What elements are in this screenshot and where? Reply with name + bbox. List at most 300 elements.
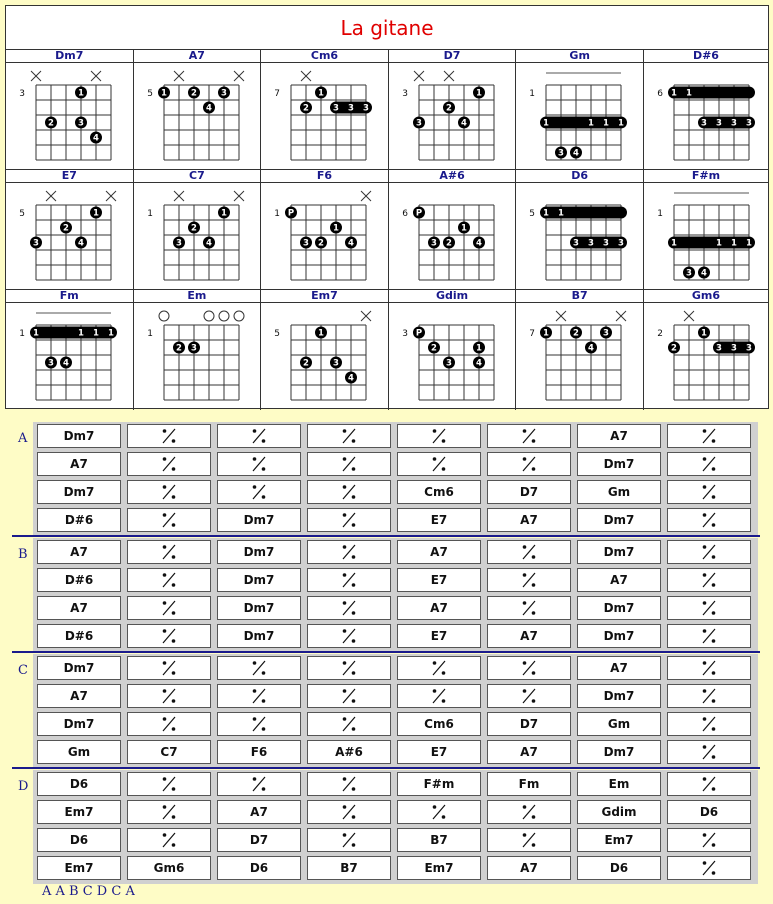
repeat-icon [249,658,269,678]
finger-number: 2 [318,238,325,249]
repeat-bar [127,828,211,852]
barre [540,117,627,129]
finger-number: 3 [603,238,610,249]
section-divider [12,767,760,769]
repeat-bar [397,800,481,824]
chord-bar: Gm [37,740,121,764]
finger-number: 2 [48,118,54,129]
chord-bar: Dm7 [37,424,121,448]
finger-number: 3 [603,328,610,339]
repeat-bar [127,480,211,504]
repeat-bar [397,684,481,708]
chord-cell [644,290,768,410]
repeat-icon [249,714,269,734]
section-divider [12,535,760,537]
chord-diagram [134,303,258,407]
repeat-bar [487,424,571,448]
repeat-bar [667,624,751,648]
chord-bar: A7 [487,508,571,532]
chord-diagram [261,63,385,167]
chord-bar: D6 [37,828,121,852]
repeat-icon [699,454,719,474]
chord-name: C7 [134,170,261,183]
fret-number: 7 [529,329,536,339]
finger-number: 3 [716,118,722,129]
repeat-bar [667,772,751,796]
chord-bar: Em7 [577,828,661,852]
finger-number: 4 [348,238,355,249]
repeat-bar [307,568,391,592]
chord-diagram [389,63,513,167]
finger-number: 4 [573,148,580,159]
repeat-bar [667,568,751,592]
chord-bar: Dm7 [577,540,661,564]
finger-number: 1 [716,238,722,249]
chord-name: A7 [134,50,261,63]
repeat-icon [699,510,719,530]
finger-number: 1 [460,223,467,234]
repeat-icon [339,482,359,502]
repeat-icon [519,658,539,678]
finger-number: 3 [78,118,84,129]
repeat-bar [127,452,211,476]
repeat-icon [339,542,359,562]
repeat-icon [159,774,179,794]
repeat-icon [339,686,359,706]
chord-cell [134,50,262,169]
repeat-icon [699,686,719,706]
barre [668,237,755,249]
muted-string-marker [234,191,244,201]
repeat-bar [667,452,751,476]
finger-number: 2 [430,343,437,354]
title-row [6,6,768,50]
section-label: B [18,547,28,562]
finger-number: 2 [303,103,310,114]
chord-row [6,170,768,290]
chord-cell [6,290,134,410]
repeat-bar [667,540,751,564]
chord-bar: D6 [37,772,121,796]
chord-name: Em7 [261,290,388,303]
fret-number: 1 [529,89,536,99]
chord-name: F6 [261,170,388,183]
repeat-bar [487,540,571,564]
repeat-icon [429,426,449,446]
finger-number: P [415,328,422,339]
chord-bar: E7 [397,508,481,532]
repeat-bar [217,424,301,448]
muted-string-marker [616,311,626,321]
finger-number: 2 [573,328,580,339]
chord-bar: B7 [397,828,481,852]
repeat-bar [487,452,571,476]
repeat-icon [339,454,359,474]
repeat-icon [159,658,179,678]
repeat-icon [699,626,719,646]
repeat-icon [699,570,719,590]
chord-bar: A7 [487,856,571,880]
finger-number: 1 [108,328,114,339]
finger-number: P [415,208,422,219]
finger-number: 2 [190,223,197,234]
chord-bar: A7 [217,800,301,824]
repeat-icon [519,802,539,822]
finger-number: 3 [190,343,197,354]
repeat-icon [159,454,179,474]
chord-diagram [6,63,130,167]
chord-cell [261,170,389,289]
finger-number: 3 [731,343,737,354]
finger-number: 4 [475,238,482,249]
chord-row [6,50,768,170]
finger-number: 1 [603,118,610,129]
finger-number: 3 [445,358,452,369]
repeat-bar [667,596,751,620]
chord-bar: Dm7 [217,596,301,620]
chord-name: Gm6 [644,290,768,303]
muted-string-marker [444,71,454,81]
chord-bar: Dm7 [37,480,121,504]
chord-diagram [6,183,130,287]
chord-bar: Cm6 [397,712,481,736]
repeat-bar [307,684,391,708]
chord-diagram [6,303,130,407]
repeat-bar [397,424,481,448]
chord-cell [389,50,517,169]
chord-chart-panel [5,5,769,409]
repeat-icon [339,570,359,590]
chord-row [6,290,768,410]
finger-number: 1 [475,343,482,354]
fret-number: 5 [529,209,536,219]
muted-string-marker [91,71,101,81]
repeat-bar [127,656,211,680]
chord-bar: Em7 [397,856,481,880]
repeat-bar [217,452,301,476]
finger-number: 4 [348,373,355,384]
muted-string-marker [106,191,116,201]
chord-diagram [644,183,768,287]
repeat-bar [127,712,211,736]
repeat-icon [429,686,449,706]
fret-number: 1 [146,209,153,219]
repeat-icon [699,542,719,562]
finger-number: 3 [220,88,227,99]
fret-number: 3 [19,89,25,99]
repeat-bar [397,452,481,476]
repeat-icon [519,570,539,590]
chord-name: Dm7 [6,50,133,63]
chord-bar: Dm7 [217,568,301,592]
finger-number: 1 [318,88,325,99]
repeat-icon [339,774,359,794]
chord-diagrams [6,50,768,410]
finger-number: P [288,208,295,219]
chord-bar: Dm7 [577,740,661,764]
repeat-bar [667,712,751,736]
chord-diagram [516,63,640,167]
chord-bar: E7 [397,568,481,592]
repeat-bar [487,684,571,708]
finger-number: 3 [746,343,752,354]
finger-number: 3 [348,103,355,114]
chord-name: Gm [516,50,643,63]
open-string-marker [234,311,244,321]
repeat-bar [217,656,301,680]
chord-bar: A7 [37,452,121,476]
repeat-icon [699,482,719,502]
fret-number: 6 [657,89,663,99]
chord-cell [389,170,517,289]
fret-number: 5 [19,209,25,219]
chord-bar: D6 [577,856,661,880]
repeat-bar [307,596,391,620]
open-string-marker [204,311,214,321]
chord-cell [261,290,389,410]
repeat-bar [487,568,571,592]
repeat-icon [519,686,539,706]
repeat-icon [339,830,359,850]
finger-number: 1 [93,328,99,339]
chord-name: Cm6 [261,50,388,63]
section-label: D [18,779,29,794]
fret-number: 1 [19,329,25,339]
chord-bar: Dm7 [577,452,661,476]
repeat-icon [339,626,359,646]
chord-bar: Gm [577,712,661,736]
repeat-bar [127,508,211,532]
finger-number: 2 [190,88,197,99]
fret-number: 1 [657,209,663,219]
finger-number: 1 [543,118,550,129]
chord-diagram [261,183,385,287]
chord-bar: Dm7 [577,624,661,648]
finger-number: 3 [415,118,422,129]
repeat-icon [159,686,179,706]
chord-cell [516,170,644,289]
chord-diagram [134,63,258,167]
repeat-bar [487,596,571,620]
repeat-icon [249,426,269,446]
chord-bar: A7 [577,656,661,680]
chord-diagram [134,183,258,287]
repeat-icon [249,686,269,706]
finger-number: 4 [460,118,467,129]
chord-bar: Dm7 [577,596,661,620]
repeat-icon [699,598,719,618]
chord-cell [134,170,262,289]
repeat-icon [159,542,179,562]
chord-bar: A#6 [307,740,391,764]
finger-number: 3 [430,238,437,249]
chord-bar: A7 [397,596,481,620]
chord-bar: A7 [487,740,571,764]
section-label: C [18,663,28,678]
chord-bar: D7 [487,712,571,736]
chord-cell [389,290,517,410]
finger-number: 4 [205,238,212,249]
muted-string-marker [174,191,184,201]
repeat-bar [307,452,391,476]
chord-bar: A7 [577,568,661,592]
song-form: A A B C D C A [42,884,135,899]
barre [30,327,117,339]
finger-number: 1 [543,208,550,219]
finger-number: 4 [93,133,99,144]
repeat-bar [127,684,211,708]
chord-bar: Dm7 [577,684,661,708]
repeat-icon [429,658,449,678]
repeat-bar [487,800,571,824]
finger-number: 1 [475,88,482,99]
chord-bar: A7 [487,624,571,648]
finger-number: 3 [333,358,340,369]
repeat-bar [217,772,301,796]
chord-cell [261,50,389,169]
repeat-bar [487,828,571,852]
open-string-marker [159,311,169,321]
repeat-bar [127,596,211,620]
chord-bar: Gdim [577,800,661,824]
repeat-icon [159,570,179,590]
song-title: La gitane [340,15,434,40]
chord-bar: Dm7 [37,712,121,736]
repeat-icon [429,802,449,822]
repeat-bar [487,656,571,680]
section-label: A [18,431,28,446]
repeat-bar [217,684,301,708]
repeat-icon [519,454,539,474]
repeat-icon [339,426,359,446]
finger-number: 1 [78,88,84,99]
chord-cell [516,50,644,169]
chord-bar: Gm [577,480,661,504]
finger-number: 3 [746,118,752,129]
chord-bar: A7 [37,684,121,708]
repeat-bar [307,772,391,796]
chord-bar: Cm6 [397,480,481,504]
chord-diagram [644,63,768,167]
repeat-icon [699,830,719,850]
finger-number: 3 [573,238,580,249]
finger-number: 1 [686,88,692,99]
finger-number: 4 [78,238,84,249]
muted-string-marker [361,191,371,201]
chord-bar: D#6 [37,624,121,648]
finger-number: 1 [160,88,167,99]
chord-bar: Dm7 [217,540,301,564]
repeat-bar [667,856,751,880]
chord-bar: Dm7 [217,624,301,648]
muted-string-marker [556,311,566,321]
barre [668,87,755,99]
repeat-icon [159,510,179,530]
finger-number: 2 [445,103,452,114]
repeat-bar [127,568,211,592]
finger-number: 3 [303,238,310,249]
chord-diagram [389,303,513,407]
chord-name: D6 [516,170,643,183]
finger-number: 2 [671,343,677,354]
finger-number: 4 [588,343,595,354]
muted-string-marker [31,71,41,81]
chord-name: Fm [6,290,133,303]
repeat-bar [307,424,391,448]
finger-number: 3 [175,238,182,249]
repeat-icon [519,426,539,446]
finger-number: 3 [701,118,707,129]
repeat-icon [699,742,719,762]
finger-number: 4 [701,268,707,279]
chord-cell [6,170,134,289]
muted-string-marker [46,191,56,201]
chord-bar: A7 [397,540,481,564]
finger-number: 2 [445,238,452,249]
repeat-bar [127,540,211,564]
chord-cell [6,50,134,169]
chord-bar: A7 [37,540,121,564]
finger-number: 3 [333,103,340,114]
chord-name: D#6 [644,50,768,63]
repeat-icon [159,830,179,850]
finger-number: 1 [588,118,595,129]
chord-bar: A7 [37,596,121,620]
chord-bar: D7 [487,480,571,504]
chord-bar: Em7 [37,800,121,824]
repeat-bar [307,656,391,680]
repeat-icon [699,858,719,878]
chord-bar: Em7 [37,856,121,880]
finger-number: 1 [618,118,625,129]
finger-number: 3 [686,268,692,279]
chord-bar: A7 [577,424,661,448]
repeat-icon [699,774,719,794]
barre [540,207,627,219]
chord-cell [644,170,768,289]
repeat-icon [159,482,179,502]
repeat-icon [339,802,359,822]
repeat-bar [667,508,751,532]
fret-number: 2 [657,329,663,339]
section-divider [12,651,760,653]
finger-number: 1 [78,328,84,339]
repeat-icon [699,714,719,734]
finger-number: 1 [731,238,737,249]
finger-number: 1 [558,208,565,219]
repeat-icon [339,510,359,530]
muted-string-marker [414,71,424,81]
repeat-bar [127,424,211,448]
fret-number: 6 [402,209,408,219]
chord-bar: B7 [307,856,391,880]
finger-number: 2 [63,223,69,234]
finger-number: 3 [33,238,39,249]
finger-number: 4 [475,358,482,369]
fret-number: 5 [146,89,153,99]
repeat-bar [217,712,301,736]
repeat-bar [667,424,751,448]
chord-name: Gdim [389,290,516,303]
chord-bar: Gm6 [127,856,211,880]
repeat-icon [159,802,179,822]
repeat-bar [307,828,391,852]
repeat-bar [307,712,391,736]
chord-diagram [516,303,640,407]
chord-bar: C7 [127,740,211,764]
chord-diagram [261,303,385,407]
chord-diagram [389,183,513,287]
